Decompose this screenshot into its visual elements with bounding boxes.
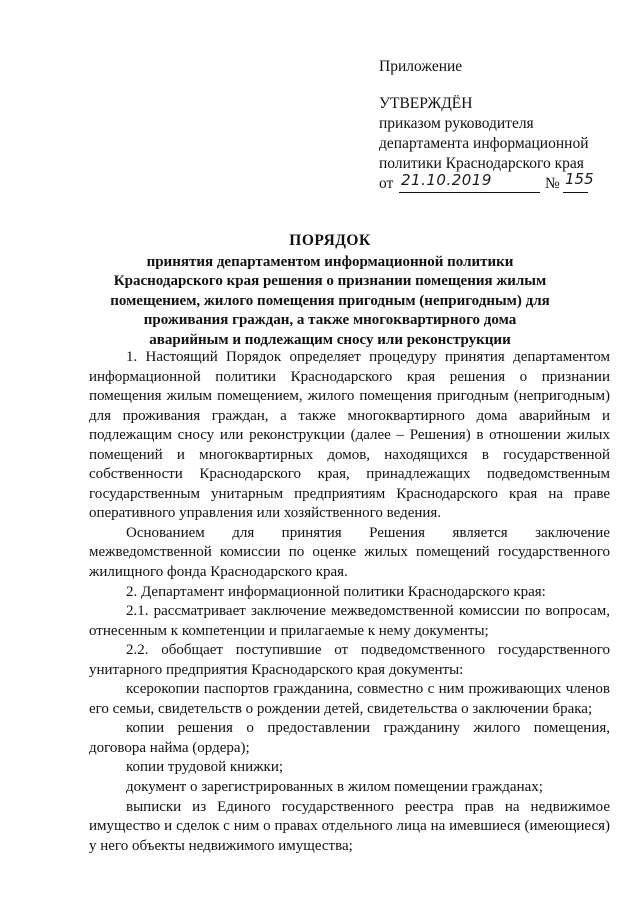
from-label: от — [379, 175, 394, 192]
title-sub-line: Краснодарского края решения о признании помещения жилым — [113, 273, 547, 290]
appendix-label: Приложение — [379, 58, 463, 75]
paragraph-8: копии трудовой книжки; — [126, 759, 284, 776]
title-sub-line: помещением, жилого помещения пригодным (непригодным) для — [110, 292, 550, 309]
paragraph-3: 2. Департамент информационной политики Краснодарского края: — [126, 583, 546, 600]
title-main: ПОРЯДОК — [289, 232, 371, 249]
approval-line-3: политики Краснодарского края — [379, 155, 584, 172]
paragraph-2: Основанием для принятия Решения является заключение межведомственной комиссии по оценке жилых помещений государственного жилищного фонда Краснодарского края. — [89, 524, 610, 581]
paragraph-5: 2.2. обобщает поступившие от подведомственного государственного унитарного предприятия Краснодарского края документы: — [89, 642, 610, 678]
approval-date-number-row — [379, 170, 619, 194]
paragraph-1: 1. Настоящий Порядок определяет процедуру принятия департаментом информационной политики Краснодарского края решения о признании помещения жилым помещением, жилого помещения пригодным (непригодным) для проживания граждан, а также многоквартирного дома аварийным и подлежащим сносу или реконструкции (далее – Решения) в отношении жилых помещений и многоквартирных домов, находящихся в государственной собственности Краснодарского края, принадлежащих подведомственным государственным унитарным предприятиям Краснодарского края на праве оперативного управления или хозяйственного ведения. — [89, 349, 610, 522]
paragraph-9: документ о зарегистрированных в жилом помещении гражданах; — [126, 779, 543, 796]
spacer — [379, 77, 619, 94]
approval-stamp-block — [379, 57, 619, 194]
paragraph-10: выписки из Единого государственного реестра прав на недвижимое имущество и сделок с ним о правах отдельного лица на имевшиеся (имеющиеся) у него объекты недвижимого имущества; — [89, 798, 610, 854]
paragraph-7: копии решения о предоставлении гражданину жилого помещения, договора найма (ордера); — [89, 720, 610, 756]
number-label: № — [545, 175, 560, 192]
document-title — [60, 231, 600, 351]
title-sub-line: принятия департаментом информационной политики — [146, 253, 514, 270]
approval-line-1: приказом руководителя — [379, 115, 534, 132]
title-sub-line: проживания граждан, а также многоквартирного дома — [143, 312, 517, 329]
title-sub-line: аварийным и подлежащим сносу или реконструкции — [149, 331, 511, 348]
approval-line-2: департамента информационной — [379, 135, 589, 152]
approved-label: УТВЕРЖДЁН — [379, 95, 473, 112]
paragraph-4: 2.1. рассматривает заключение межведомственной комиссии по вопросам, отнесенным к компетенции и прилагаемые к нему документы; — [89, 603, 610, 639]
document-body — [89, 348, 610, 856]
handwritten-date: 21.10.2019 — [401, 171, 492, 189]
handwritten-number: 155 — [565, 170, 594, 188]
date-underline — [399, 192, 540, 193]
paragraph-6: ксерокопии паспортов гражданина, совместно с ним проживающих членов его семьи, свидетельств о рождении детей, свидетельства о заключении брака; — [89, 681, 610, 717]
number-underline — [563, 192, 588, 193]
